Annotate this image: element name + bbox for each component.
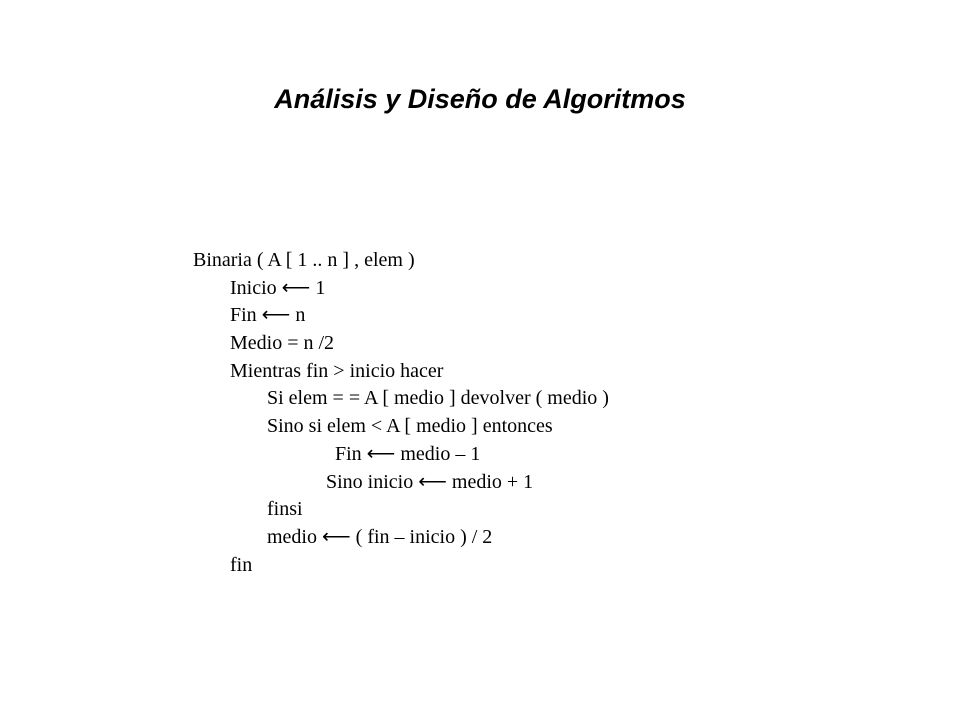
slide-title: Análisis y Diseño de Algoritmos <box>274 84 686 114</box>
code-line-sino-inicio: Sino inicio ⟵ medio + 1 <box>326 470 534 493</box>
code-line-end: fin <box>230 553 253 576</box>
code-line-fin: Fin ⟵ n <box>230 304 306 327</box>
code-line-inicio: Inicio ⟵ 1 <box>230 276 326 299</box>
code-line-signature: Binaria ( A [ 1 .. n ] , elem ) <box>193 249 415 271</box>
pseudocode-block <box>193 247 609 579</box>
code-line-medio-update: medio ⟵ ( fin – inicio ) / 2 <box>267 525 493 548</box>
code-line-sino-si: Sino si elem < A [ medio ] entonces <box>267 415 553 438</box>
code-line-si: Si elem = = A [ medio ] devolver ( medio ) <box>267 387 609 410</box>
code-line-mientras: Mientras fin > inicio hacer <box>230 359 444 382</box>
code-line-fin-assign: Fin ⟵ medio – 1 <box>335 442 481 465</box>
code-line-finsi: finsi <box>267 498 303 521</box>
code-line-medio: Medio = n /2 <box>230 332 335 355</box>
